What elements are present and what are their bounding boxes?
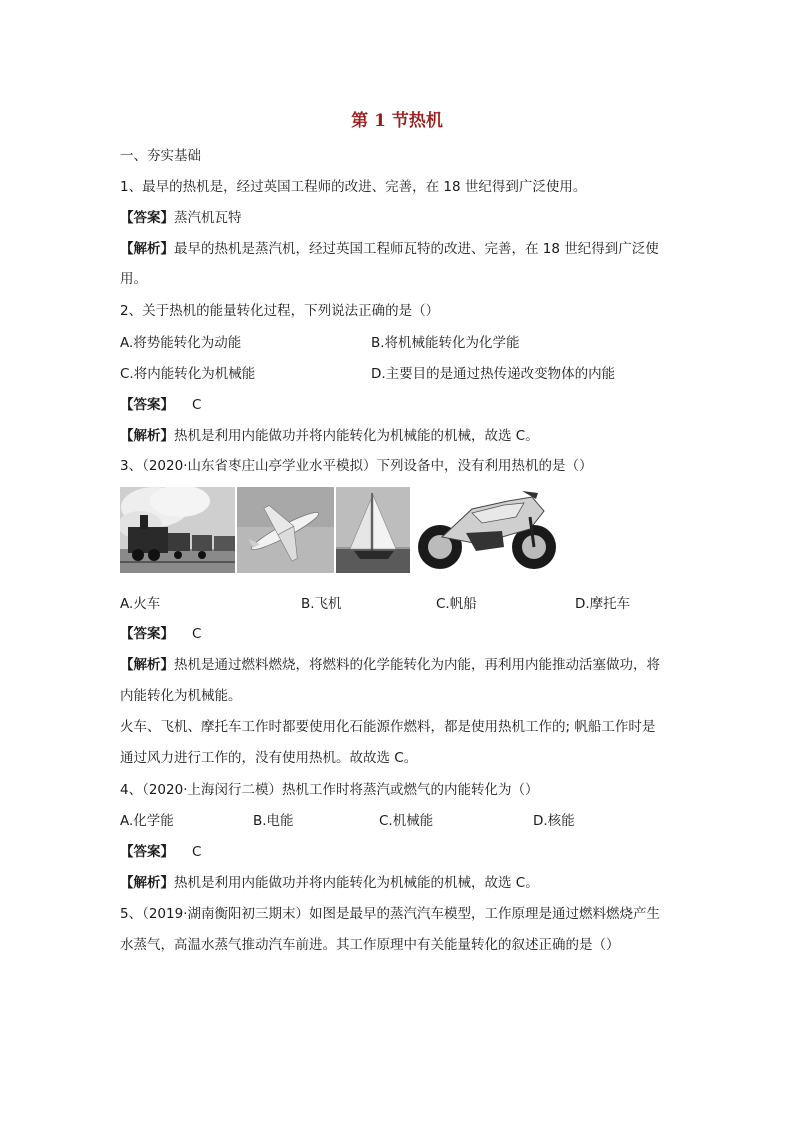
motorcycle-photo (412, 487, 564, 573)
answer-tag: 【答案】 (120, 397, 174, 413)
answer-1 (120, 208, 242, 228)
answer-value: 蒸汽机瓦特 (174, 210, 242, 226)
section-heading: 一、夯实基础 (120, 148, 201, 164)
q4-option-a: A.化学能 (120, 813, 174, 829)
analysis-3-cont-2: 火车、飞机、摩托车工作时都要使用化石能源作燃料，都是使用热机工作的; 帆船工作时是 (120, 719, 656, 735)
answer-2 (120, 395, 201, 415)
q2-option-d: D.主要目的是通过热传递改变物体的内能 (371, 366, 616, 382)
analysis-2 (120, 426, 539, 446)
analysis-3-cont: 内能转化为机械能。 (120, 688, 242, 704)
answer-4 (120, 842, 201, 862)
analysis-tag: 【解析】 (120, 428, 174, 444)
question-4: 4、（2020·上海闵行二模）热机工作时将蒸汽或燃气的内能转化为（） (120, 782, 539, 798)
q3-option-a: A.火车 (120, 596, 161, 612)
answer-3 (120, 624, 201, 644)
q4-option-c: C.机械能 (379, 813, 434, 829)
q4-option-d: D.核能 (533, 813, 575, 829)
answer-value: C (192, 844, 202, 860)
analysis-text: 热机是通过燃料燃烧，将燃料的化学能转化为内能，再利用内能推动活塞做功，将 (174, 657, 660, 673)
analysis-3 (120, 655, 660, 675)
q3-option-b: B.飞机 (301, 596, 342, 612)
analysis-text: 热机是利用内能做功并将内能转化为机械能的机械，故选 C。 (174, 428, 539, 444)
analysis-tag: 【解析】 (120, 875, 174, 891)
q2-option-c: C.将内能转化为机械能 (120, 366, 256, 382)
analysis-tag: 【解析】 (120, 241, 174, 257)
answer-tag: 【答案】 (120, 626, 174, 642)
q3-option-d: D.摩托车 (575, 596, 631, 612)
analysis-tag: 【解析】 (120, 657, 174, 673)
analysis-3-cont-3: 通过风力进行工作的，没有使用热机。故故选 C。 (120, 750, 418, 766)
q2-option-b: B.将机械能转化为化学能 (371, 335, 520, 351)
question-2: 2、关于热机的能量转化过程，下列说法正确的是（） (120, 303, 440, 319)
q4-option-b: B.电能 (253, 813, 294, 829)
q3-option-c: C.帆船 (436, 596, 477, 612)
train-photo (120, 487, 235, 573)
question-1: 1、最早的热机是，经过英国工程师的改进、完善，在 18 世纪得到广泛使用。 (120, 179, 587, 195)
analysis-1-cont: 用。 (120, 271, 147, 287)
analysis-1 (120, 239, 659, 259)
page-title: 第 1 节热机 (351, 111, 443, 131)
answer-value: C (192, 626, 202, 642)
answer-value: C (192, 397, 202, 413)
answer-tag: 【答案】 (120, 844, 174, 860)
airplane-photo (237, 487, 334, 573)
question-5-cont: 水蒸气，高温水蒸气推动汽车前进。其工作原理中有关能量转化的叙述正确的是（） (120, 937, 620, 953)
analysis-text: 最早的热机是蒸汽机，经过英国工程师瓦特的改进、完善，在 18 世纪得到广泛使 (174, 241, 659, 257)
analysis-4 (120, 873, 539, 893)
sailboat-photo (336, 487, 410, 573)
q2-option-a: A.将势能转化为动能 (120, 335, 242, 351)
question-5: 5、（2019·湖南衡阳初三期末）如图是最早的蒸汽汽车模型，工作原理是通过燃料燃烧产生 (120, 906, 660, 922)
analysis-text: 热机是利用内能做功并将内能转化为机械能的机械，故选 C。 (174, 875, 539, 891)
answer-tag: 【答案】 (120, 210, 174, 226)
question-3: 3、（2020·山东省枣庄山亭学业水平模拟）下列设备中，没有利用热机的是（） (120, 458, 593, 474)
